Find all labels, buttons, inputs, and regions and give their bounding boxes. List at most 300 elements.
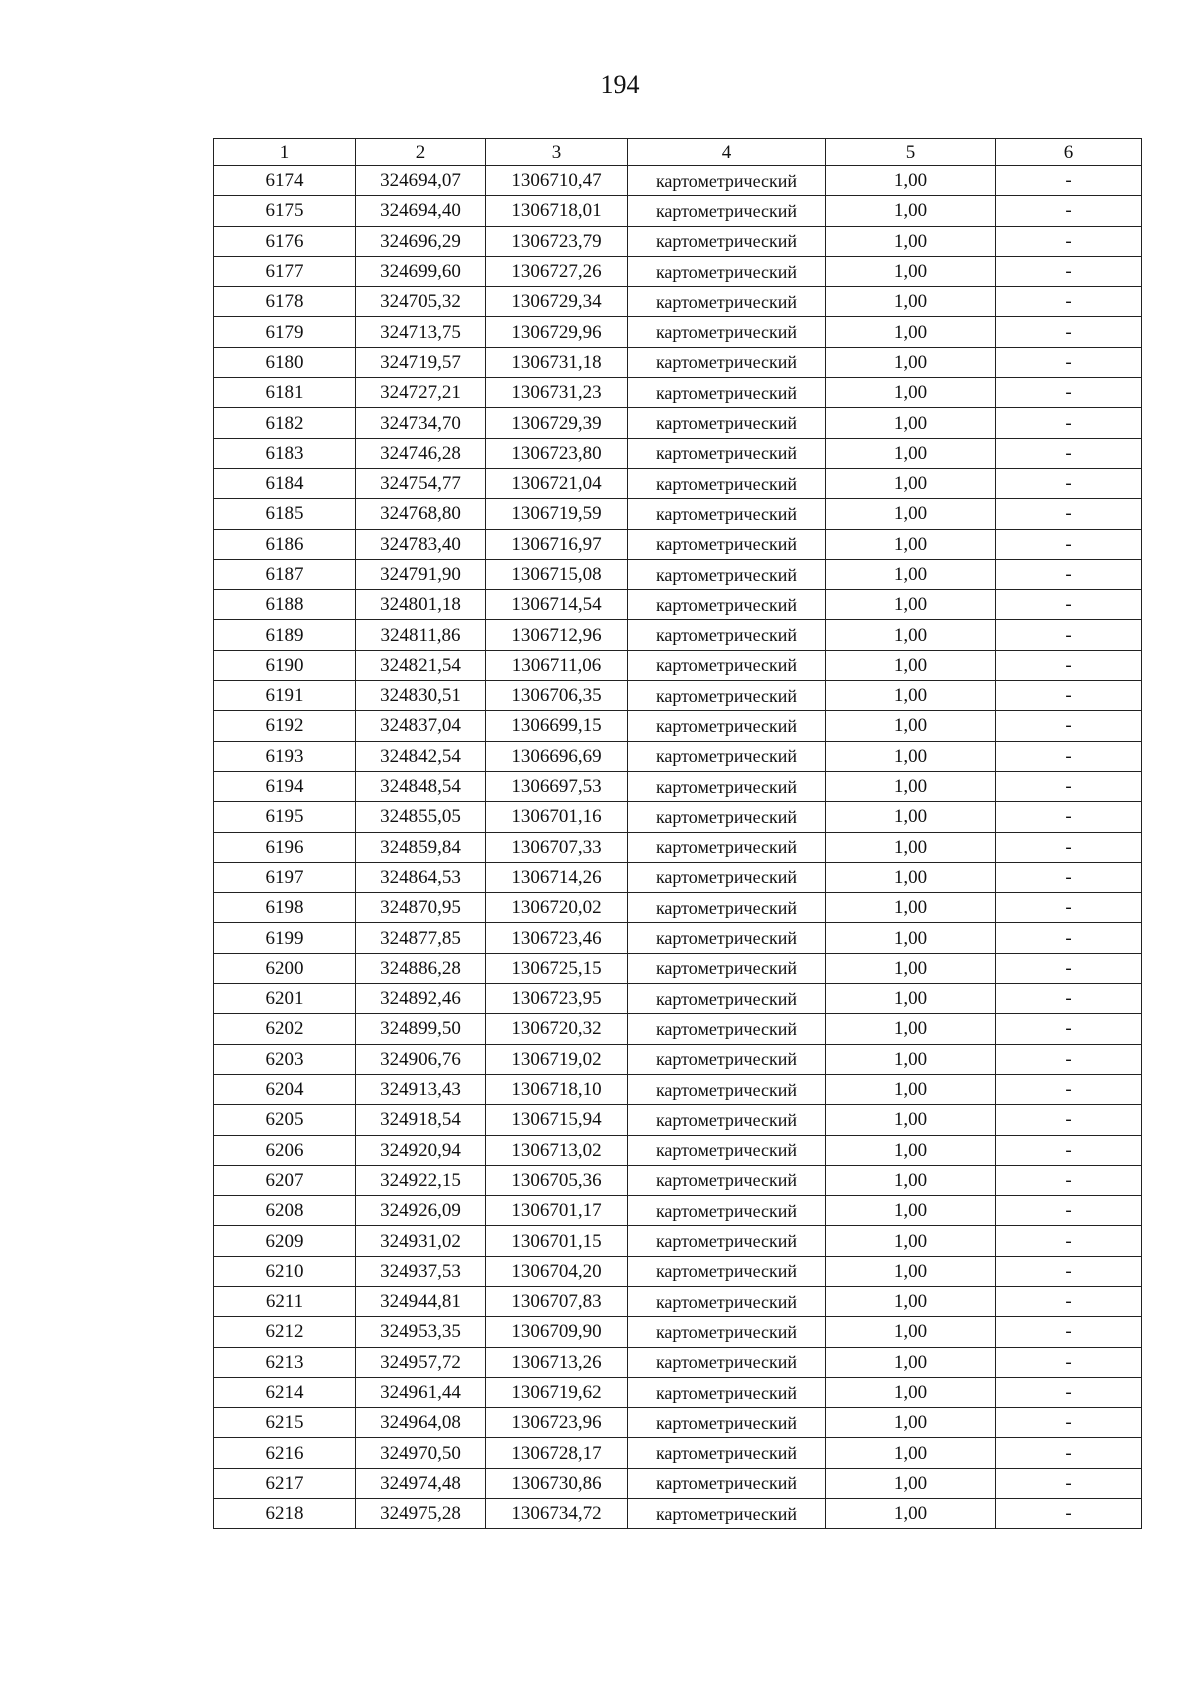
y-coordinate-cell: 1306721,04 xyxy=(486,468,628,498)
note-cell: - xyxy=(996,862,1142,892)
table-row xyxy=(214,166,1142,196)
note-cell: - xyxy=(996,1105,1142,1135)
accuracy-cell: 1,00 xyxy=(826,499,996,529)
x-coordinate-cell: 324842,54 xyxy=(356,741,486,771)
table-row xyxy=(214,771,1142,801)
accuracy-cell: 1,00 xyxy=(826,1105,996,1135)
point-number-cell: 6180 xyxy=(214,347,356,377)
x-coordinate-cell: 324913,43 xyxy=(356,1074,486,1104)
note-cell: - xyxy=(996,347,1142,377)
method-cell: картометрический xyxy=(628,559,826,589)
x-coordinate-cell: 324892,46 xyxy=(356,984,486,1014)
accuracy-cell: 1,00 xyxy=(826,1196,996,1226)
x-coordinate-cell: 324926,09 xyxy=(356,1196,486,1226)
note-cell: - xyxy=(996,620,1142,650)
method-cell: картометрический xyxy=(628,620,826,650)
table-row xyxy=(214,711,1142,741)
x-coordinate-cell: 324830,51 xyxy=(356,681,486,711)
accuracy-cell: 1,00 xyxy=(826,529,996,559)
accuracy-cell: 1,00 xyxy=(826,620,996,650)
point-number-cell: 6184 xyxy=(214,468,356,498)
accuracy-cell: 1,00 xyxy=(826,1165,996,1195)
method-cell: картометрический xyxy=(628,1074,826,1104)
y-coordinate-cell: 1306704,20 xyxy=(486,1256,628,1286)
y-coordinate-cell: 1306729,96 xyxy=(486,317,628,347)
y-coordinate-cell: 1306723,80 xyxy=(486,438,628,468)
table-row xyxy=(214,196,1142,226)
note-cell: - xyxy=(996,256,1142,286)
y-coordinate-cell: 1306716,97 xyxy=(486,529,628,559)
accuracy-cell: 1,00 xyxy=(826,1408,996,1438)
accuracy-cell: 1,00 xyxy=(826,438,996,468)
x-coordinate-cell: 324696,29 xyxy=(356,226,486,256)
method-cell: картометрический xyxy=(628,166,826,196)
method-cell: картометрический xyxy=(628,378,826,408)
table-row xyxy=(214,256,1142,286)
method-cell: картометрический xyxy=(628,1226,826,1256)
table-row xyxy=(214,499,1142,529)
note-cell: - xyxy=(996,1347,1142,1377)
table-row xyxy=(214,1256,1142,1286)
note-cell: - xyxy=(996,1165,1142,1195)
method-cell: картометрический xyxy=(628,923,826,953)
table-row xyxy=(214,1196,1142,1226)
y-coordinate-cell: 1306714,26 xyxy=(486,862,628,892)
table-row xyxy=(214,1408,1142,1438)
note-cell: - xyxy=(996,1377,1142,1407)
table-row xyxy=(214,1226,1142,1256)
page-number: 194 xyxy=(600,70,640,99)
point-number-cell: 6198 xyxy=(214,893,356,923)
x-coordinate-cell: 324848,54 xyxy=(356,771,486,801)
note-cell: - xyxy=(996,1044,1142,1074)
accuracy-cell: 1,00 xyxy=(826,166,996,196)
method-cell: картометрический xyxy=(628,1377,826,1407)
point-number-cell: 6210 xyxy=(214,1256,356,1286)
point-number-cell: 6194 xyxy=(214,771,356,801)
accuracy-cell: 1,00 xyxy=(826,196,996,226)
table-row xyxy=(214,529,1142,559)
y-coordinate-cell: 1306718,10 xyxy=(486,1074,628,1104)
table-row xyxy=(214,620,1142,650)
point-number-cell: 6193 xyxy=(214,741,356,771)
table-row xyxy=(214,802,1142,832)
accuracy-cell: 1,00 xyxy=(826,287,996,317)
column-header: 2 xyxy=(356,139,486,166)
point-number-cell: 6192 xyxy=(214,711,356,741)
note-cell: - xyxy=(996,832,1142,862)
accuracy-cell: 1,00 xyxy=(826,317,996,347)
point-number-cell: 6216 xyxy=(214,1438,356,1468)
accuracy-cell: 1,00 xyxy=(826,1226,996,1256)
note-cell: - xyxy=(996,1438,1142,1468)
y-coordinate-cell: 1306720,02 xyxy=(486,893,628,923)
note-cell: - xyxy=(996,196,1142,226)
method-cell: картометрический xyxy=(628,1438,826,1468)
table-row xyxy=(214,1074,1142,1104)
accuracy-cell: 1,00 xyxy=(826,802,996,832)
table-row xyxy=(214,1014,1142,1044)
column-header: 1 xyxy=(214,139,356,166)
y-coordinate-cell: 1306730,86 xyxy=(486,1468,628,1498)
note-cell: - xyxy=(996,923,1142,953)
accuracy-cell: 1,00 xyxy=(826,1135,996,1165)
point-number-cell: 6199 xyxy=(214,923,356,953)
point-number-cell: 6182 xyxy=(214,408,356,438)
accuracy-cell: 1,00 xyxy=(826,832,996,862)
x-coordinate-cell: 324961,44 xyxy=(356,1377,486,1407)
table-row xyxy=(214,1499,1142,1529)
method-cell: картометрический xyxy=(628,893,826,923)
table-row xyxy=(214,1377,1142,1407)
point-number-cell: 6209 xyxy=(214,1226,356,1256)
note-cell: - xyxy=(996,893,1142,923)
table-row xyxy=(214,408,1142,438)
y-coordinate-cell: 1306718,01 xyxy=(486,196,628,226)
method-cell: картометрический xyxy=(628,1105,826,1135)
point-number-cell: 6181 xyxy=(214,378,356,408)
point-number-cell: 6200 xyxy=(214,953,356,983)
method-cell: картометрический xyxy=(628,832,826,862)
accuracy-cell: 1,00 xyxy=(826,347,996,377)
note-cell: - xyxy=(996,1256,1142,1286)
x-coordinate-cell: 324754,77 xyxy=(356,468,486,498)
y-coordinate-cell: 1306720,32 xyxy=(486,1014,628,1044)
accuracy-cell: 1,00 xyxy=(826,1317,996,1347)
point-number-cell: 6217 xyxy=(214,1468,356,1498)
column-header: 5 xyxy=(826,139,996,166)
x-coordinate-cell: 324937,53 xyxy=(356,1256,486,1286)
table-row xyxy=(214,862,1142,892)
method-cell: картометрический xyxy=(628,1014,826,1044)
table-row xyxy=(214,1317,1142,1347)
y-coordinate-cell: 1306709,90 xyxy=(486,1317,628,1347)
accuracy-cell: 1,00 xyxy=(826,681,996,711)
note-cell: - xyxy=(996,1196,1142,1226)
x-coordinate-cell: 324746,28 xyxy=(356,438,486,468)
note-cell: - xyxy=(996,1135,1142,1165)
table-row xyxy=(214,1438,1142,1468)
accuracy-cell: 1,00 xyxy=(826,1438,996,1468)
y-coordinate-cell: 1306713,26 xyxy=(486,1347,628,1377)
y-coordinate-cell: 1306707,33 xyxy=(486,832,628,862)
method-cell: картометрический xyxy=(628,1468,826,1498)
method-cell: картометрический xyxy=(628,802,826,832)
column-header: 3 xyxy=(486,139,628,166)
y-coordinate-cell: 1306723,95 xyxy=(486,984,628,1014)
x-coordinate-cell: 324694,07 xyxy=(356,166,486,196)
y-coordinate-cell: 1306714,54 xyxy=(486,590,628,620)
note-cell: - xyxy=(996,681,1142,711)
method-cell: картометрический xyxy=(628,1044,826,1074)
note-cell: - xyxy=(996,1226,1142,1256)
y-coordinate-cell: 1306723,46 xyxy=(486,923,628,953)
method-cell: картометрический xyxy=(628,590,826,620)
method-cell: картометрический xyxy=(628,711,826,741)
x-coordinate-cell: 324975,28 xyxy=(356,1499,486,1529)
x-coordinate-cell: 324694,40 xyxy=(356,196,486,226)
note-cell: - xyxy=(996,1468,1142,1498)
x-coordinate-cell: 324837,04 xyxy=(356,711,486,741)
point-number-cell: 6178 xyxy=(214,287,356,317)
accuracy-cell: 1,00 xyxy=(826,1499,996,1529)
table-row xyxy=(214,1165,1142,1195)
table-row xyxy=(214,347,1142,377)
point-number-cell: 6179 xyxy=(214,317,356,347)
method-cell: картометрический xyxy=(628,317,826,347)
note-cell: - xyxy=(996,468,1142,498)
table-row xyxy=(214,438,1142,468)
note-cell: - xyxy=(996,590,1142,620)
accuracy-cell: 1,00 xyxy=(826,923,996,953)
note-cell: - xyxy=(996,1286,1142,1316)
point-number-cell: 6213 xyxy=(214,1347,356,1377)
x-coordinate-cell: 324920,94 xyxy=(356,1135,486,1165)
header-row xyxy=(214,139,1142,166)
accuracy-cell: 1,00 xyxy=(826,1377,996,1407)
y-coordinate-cell: 1306712,96 xyxy=(486,620,628,650)
method-cell: картометрический xyxy=(628,953,826,983)
x-coordinate-cell: 324870,95 xyxy=(356,893,486,923)
table-row xyxy=(214,317,1142,347)
note-cell: - xyxy=(996,378,1142,408)
note-cell: - xyxy=(996,802,1142,832)
accuracy-cell: 1,00 xyxy=(826,226,996,256)
note-cell: - xyxy=(996,650,1142,680)
method-cell: картометрический xyxy=(628,499,826,529)
column-header: 4 xyxy=(628,139,826,166)
note-cell: - xyxy=(996,1317,1142,1347)
x-coordinate-cell: 324811,86 xyxy=(356,620,486,650)
x-coordinate-cell: 324699,60 xyxy=(356,256,486,286)
point-number-cell: 6176 xyxy=(214,226,356,256)
x-coordinate-cell: 324922,15 xyxy=(356,1165,486,1195)
point-number-cell: 6190 xyxy=(214,650,356,680)
y-coordinate-cell: 1306707,83 xyxy=(486,1286,628,1316)
point-number-cell: 6202 xyxy=(214,1014,356,1044)
y-coordinate-cell: 1306729,39 xyxy=(486,408,628,438)
y-coordinate-cell: 1306699,15 xyxy=(486,711,628,741)
method-cell: картометрический xyxy=(628,771,826,801)
x-coordinate-cell: 324734,70 xyxy=(356,408,486,438)
point-number-cell: 6177 xyxy=(214,256,356,286)
table-row xyxy=(214,287,1142,317)
method-cell: картометрический xyxy=(628,196,826,226)
x-coordinate-cell: 324899,50 xyxy=(356,1014,486,1044)
y-coordinate-cell: 1306705,36 xyxy=(486,1165,628,1195)
table-row xyxy=(214,1105,1142,1135)
accuracy-cell: 1,00 xyxy=(826,1347,996,1377)
y-coordinate-cell: 1306715,94 xyxy=(486,1105,628,1135)
method-cell: картометрический xyxy=(628,226,826,256)
note-cell: - xyxy=(996,438,1142,468)
accuracy-cell: 1,00 xyxy=(826,468,996,498)
accuracy-cell: 1,00 xyxy=(826,1074,996,1104)
method-cell: картометрический xyxy=(628,862,826,892)
table-row xyxy=(214,1347,1142,1377)
method-cell: картометрический xyxy=(628,1499,826,1529)
table-row xyxy=(214,832,1142,862)
y-coordinate-cell: 1306715,08 xyxy=(486,559,628,589)
x-coordinate-cell: 324821,54 xyxy=(356,650,486,680)
note-cell: - xyxy=(996,1014,1142,1044)
accuracy-cell: 1,00 xyxy=(826,711,996,741)
accuracy-cell: 1,00 xyxy=(826,1014,996,1044)
point-number-cell: 6208 xyxy=(214,1196,356,1226)
x-coordinate-cell: 324964,08 xyxy=(356,1408,486,1438)
accuracy-cell: 1,00 xyxy=(826,256,996,286)
method-cell: картометрический xyxy=(628,438,826,468)
y-coordinate-cell: 1306697,53 xyxy=(486,771,628,801)
point-number-cell: 6201 xyxy=(214,984,356,1014)
y-coordinate-cell: 1306701,15 xyxy=(486,1226,628,1256)
accuracy-cell: 1,00 xyxy=(826,741,996,771)
method-cell: картометрический xyxy=(628,984,826,1014)
table-row xyxy=(214,1468,1142,1498)
point-number-cell: 6218 xyxy=(214,1499,356,1529)
accuracy-cell: 1,00 xyxy=(826,408,996,438)
method-cell: картометрический xyxy=(628,1196,826,1226)
accuracy-cell: 1,00 xyxy=(826,1468,996,1498)
accuracy-cell: 1,00 xyxy=(826,1256,996,1286)
accuracy-cell: 1,00 xyxy=(826,559,996,589)
table-row xyxy=(214,559,1142,589)
method-cell: картометрический xyxy=(628,1165,826,1195)
point-number-cell: 6175 xyxy=(214,196,356,226)
y-coordinate-cell: 1306719,02 xyxy=(486,1044,628,1074)
x-coordinate-cell: 324906,76 xyxy=(356,1044,486,1074)
coordinates-table xyxy=(213,138,1142,1529)
note-cell: - xyxy=(996,408,1142,438)
y-coordinate-cell: 1306725,15 xyxy=(486,953,628,983)
table-row xyxy=(214,590,1142,620)
table-row xyxy=(214,1044,1142,1074)
point-number-cell: 6196 xyxy=(214,832,356,862)
accuracy-cell: 1,00 xyxy=(826,862,996,892)
accuracy-cell: 1,00 xyxy=(826,953,996,983)
method-cell: картометрический xyxy=(628,256,826,286)
y-coordinate-cell: 1306731,23 xyxy=(486,378,628,408)
x-coordinate-cell: 324801,18 xyxy=(356,590,486,620)
point-number-cell: 6186 xyxy=(214,529,356,559)
x-coordinate-cell: 324918,54 xyxy=(356,1105,486,1135)
point-number-cell: 6212 xyxy=(214,1317,356,1347)
point-number-cell: 6215 xyxy=(214,1408,356,1438)
table-row xyxy=(214,1286,1142,1316)
table-row xyxy=(214,984,1142,1014)
x-coordinate-cell: 324859,84 xyxy=(356,832,486,862)
method-cell: картометрический xyxy=(628,1347,826,1377)
y-coordinate-cell: 1306723,79 xyxy=(486,226,628,256)
method-cell: картометрический xyxy=(628,408,826,438)
table-row xyxy=(214,681,1142,711)
table-row xyxy=(214,378,1142,408)
x-coordinate-cell: 324705,32 xyxy=(356,287,486,317)
x-coordinate-cell: 324957,72 xyxy=(356,1347,486,1377)
x-coordinate-cell: 324877,85 xyxy=(356,923,486,953)
y-coordinate-cell: 1306719,59 xyxy=(486,499,628,529)
table-row xyxy=(214,953,1142,983)
table-row xyxy=(214,893,1142,923)
note-cell: - xyxy=(996,499,1142,529)
table-row xyxy=(214,226,1142,256)
x-coordinate-cell: 324944,81 xyxy=(356,1286,486,1316)
y-coordinate-cell: 1306729,34 xyxy=(486,287,628,317)
table-row xyxy=(214,1135,1142,1165)
method-cell: картометрический xyxy=(628,468,826,498)
note-cell: - xyxy=(996,984,1142,1014)
accuracy-cell: 1,00 xyxy=(826,378,996,408)
note-cell: - xyxy=(996,711,1142,741)
y-coordinate-cell: 1306701,17 xyxy=(486,1196,628,1226)
point-number-cell: 6195 xyxy=(214,802,356,832)
y-coordinate-cell: 1306713,02 xyxy=(486,1135,628,1165)
method-cell: картометрический xyxy=(628,681,826,711)
point-number-cell: 6211 xyxy=(214,1286,356,1316)
y-coordinate-cell: 1306706,35 xyxy=(486,681,628,711)
method-cell: картометрический xyxy=(628,1256,826,1286)
table-row xyxy=(214,923,1142,953)
x-coordinate-cell: 324719,57 xyxy=(356,347,486,377)
table-row xyxy=(214,468,1142,498)
point-number-cell: 6206 xyxy=(214,1135,356,1165)
note-cell: - xyxy=(996,166,1142,196)
note-cell: - xyxy=(996,1499,1142,1529)
method-cell: картометрический xyxy=(628,650,826,680)
y-coordinate-cell: 1306734,72 xyxy=(486,1499,628,1529)
accuracy-cell: 1,00 xyxy=(826,650,996,680)
point-number-cell: 6207 xyxy=(214,1165,356,1195)
note-cell: - xyxy=(996,287,1142,317)
note-cell: - xyxy=(996,559,1142,589)
y-coordinate-cell: 1306719,62 xyxy=(486,1377,628,1407)
y-coordinate-cell: 1306723,96 xyxy=(486,1408,628,1438)
y-coordinate-cell: 1306696,69 xyxy=(486,741,628,771)
method-cell: картометрический xyxy=(628,1408,826,1438)
x-coordinate-cell: 324931,02 xyxy=(356,1226,486,1256)
point-number-cell: 6183 xyxy=(214,438,356,468)
point-number-cell: 6204 xyxy=(214,1074,356,1104)
x-coordinate-cell: 324953,35 xyxy=(356,1317,486,1347)
table-header xyxy=(214,139,1142,166)
x-coordinate-cell: 324855,05 xyxy=(356,802,486,832)
y-coordinate-cell: 1306711,06 xyxy=(486,650,628,680)
x-coordinate-cell: 324791,90 xyxy=(356,559,486,589)
note-cell: - xyxy=(996,953,1142,983)
method-cell: картометрический xyxy=(628,287,826,317)
point-number-cell: 6189 xyxy=(214,620,356,650)
point-number-cell: 6203 xyxy=(214,1044,356,1074)
point-number-cell: 6174 xyxy=(214,166,356,196)
x-coordinate-cell: 324970,50 xyxy=(356,1438,486,1468)
method-cell: картометрический xyxy=(628,741,826,771)
x-coordinate-cell: 324974,48 xyxy=(356,1468,486,1498)
note-cell: - xyxy=(996,771,1142,801)
table-row xyxy=(214,741,1142,771)
note-cell: - xyxy=(996,1074,1142,1104)
point-number-cell: 6197 xyxy=(214,862,356,892)
accuracy-cell: 1,00 xyxy=(826,1044,996,1074)
y-coordinate-cell: 1306731,18 xyxy=(486,347,628,377)
x-coordinate-cell: 324886,28 xyxy=(356,953,486,983)
y-coordinate-cell: 1306710,47 xyxy=(486,166,628,196)
column-header: 6 xyxy=(996,139,1142,166)
point-number-cell: 6185 xyxy=(214,499,356,529)
note-cell: - xyxy=(996,1408,1142,1438)
y-coordinate-cell: 1306727,26 xyxy=(486,256,628,286)
note-cell: - xyxy=(996,317,1142,347)
note-cell: - xyxy=(996,226,1142,256)
